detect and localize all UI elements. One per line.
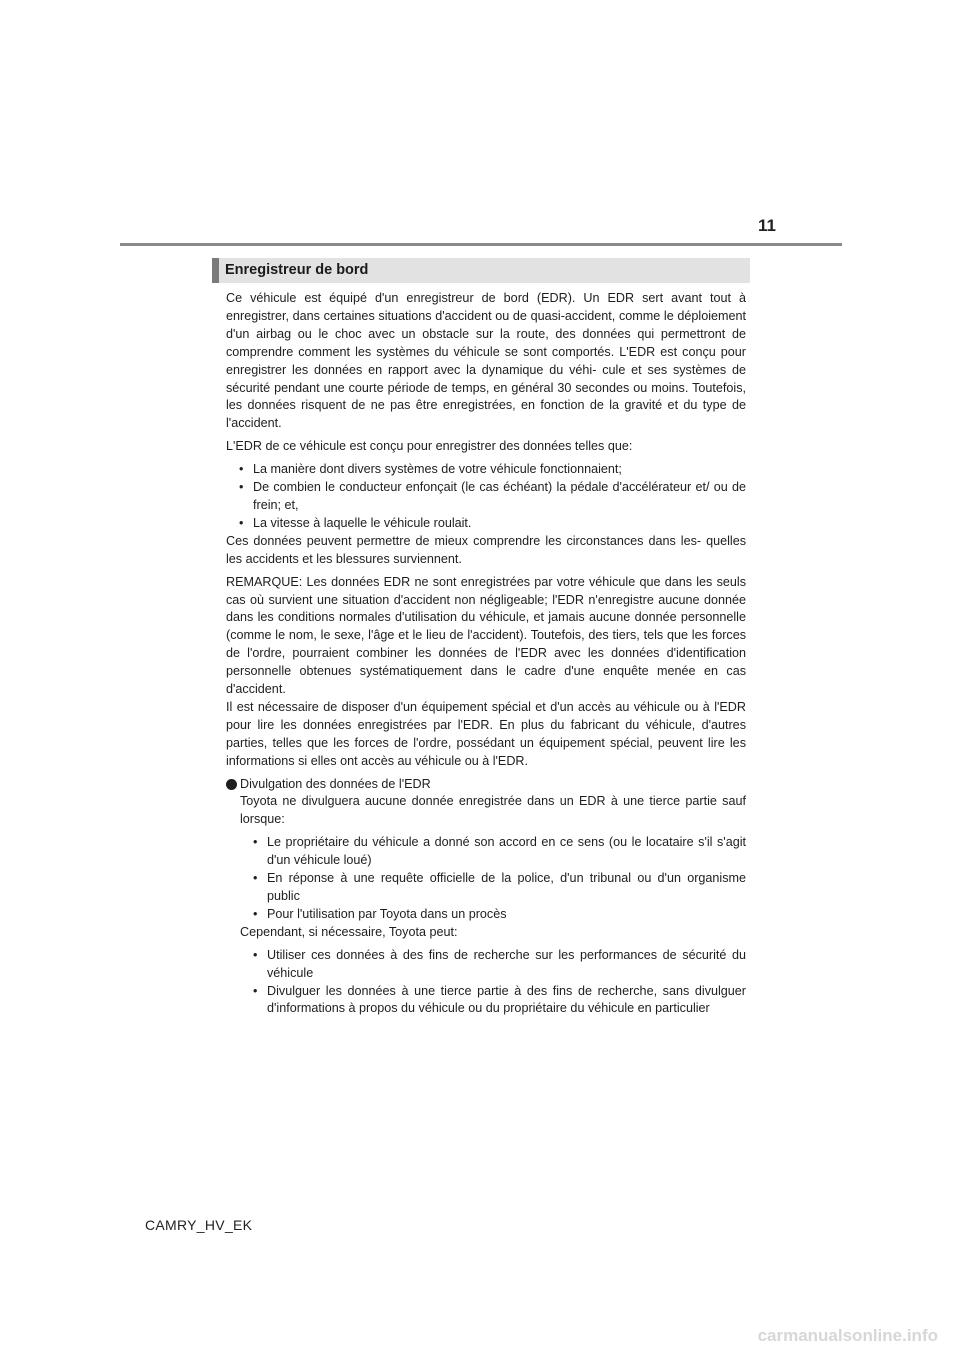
- paragraph-equipment: Il est nécessaire de disposer d'un équipement spécial et d'un accès au véhicule ou à l'EDR pour lire les données enregistrées par l'EDR. En plus du fabricant du véhicule, d'autres parties, telles que les forces de l'ordre, possédant un équipement spécial, peuvent lire les informations si elles ont accès au véhicule ou à l'EDR.: [226, 699, 746, 768]
- header-rule: [120, 243, 842, 246]
- list-item: • La vitesse à laquelle le véhicule roulait.: [226, 515, 746, 533]
- page-content: [226, 290, 746, 1018]
- list-item: • En réponse à une requête officielle de la police, d'un tribunal ou d'un organisme public: [240, 870, 746, 906]
- list-item: • Le propriétaire du véhicule a donné son accord en ce sens (ou le locataire s'il s'agit d'un véhicule loué): [240, 834, 746, 870]
- disclosure-heading: [226, 776, 746, 794]
- list-item: • Divulguer les données à une tierce partie à des fins de recherche, sans divulguer d'informations à propos du véhicule ou du propriétaire du véhicule en particulier: [240, 983, 746, 1019]
- section-heading: Enregistreur de bord: [212, 258, 750, 283]
- bullet-circle-icon: [226, 779, 237, 790]
- disclosure-section: [226, 793, 746, 1018]
- toyota-may-list: [240, 947, 746, 1019]
- paragraph-remark: REMARQUE: Les données EDR ne sont enregistrées par votre véhicule que dans les seuls cas où survient une situation d'accident non négligeable; l'EDR n'enregistre aucune donnée dans les conditions normales d'utilisation du véhicule, et jamais aucune donnée personnelle (comme le nom, le sexe, l'âge et le lieu de l'accident). Toutefois, des tiers, tels que les forces de l'ordre, pourraient combiner les données de l'EDR avec les données d'identification personnelle obtenues systématiquement dans le cadre d'une enquête menée en cas d'accident.: [226, 574, 746, 697]
- document-code: CAMRY_HV_EK: [145, 1217, 253, 1233]
- watermark: carmanualsonline.info: [757, 1326, 938, 1345]
- list-item: • Utiliser ces données à des fins de recherche sur les performances de sécurité du véhicule: [240, 947, 746, 983]
- page-number: 11: [758, 216, 776, 235]
- list-item: • Pour l'utilisation par Toyota dans un procès: [240, 906, 746, 924]
- list-item: • De combien le conducteur enfonçait (le cas échéant) la pédale d'accélérateur et/ ou de frein; et,: [226, 479, 746, 515]
- disclosure-list: [240, 834, 746, 924]
- paragraph-circumstances: Ces données peuvent permettre de mieux comprendre les circonstances dans les- quelles les accidents et les blessures surviennent.: [226, 533, 746, 566]
- disclosure-intro: Toyota ne divulguera aucune donnée enregistrée dans un EDR à une tierce partie sauf lorsque:: [240, 794, 746, 827]
- data-types-list: [226, 461, 746, 533]
- disclosure-title: Divulgation des données de l'EDR: [240, 776, 431, 791]
- disclosure-however: Cependant, si nécessaire, Toyota peut:: [240, 924, 458, 939]
- paragraph-intro: Ce véhicule est équipé d'un enregistreur de bord (EDR). Un EDR sert avant tout à enregistrer, dans certaines situations d'accident ou de quasi-accident, comme le déploiement d'un airbag ou le choc avec un obstacle sur la route, des données qui permettront de comprendre comment les systèmes du véhicule se sont comportés. L'EDR est conçu pour enregistrer les données en rapport avec la dynamique du véhi- cule et ses systèmes de sécurité pendant une courte période de temps, en général 30 secondes ou moins. Toutefois, les données risquent de ne pas être enregistrées, en fonction de la gravité et du type de l'accident.: [226, 291, 746, 431]
- paragraph-data-types: L'EDR de ce véhicule est conçu pour enregistrer des données telles que:: [226, 439, 633, 454]
- list-item: • La manière dont divers systèmes de votre véhicule fonctionnaient;: [226, 461, 746, 479]
